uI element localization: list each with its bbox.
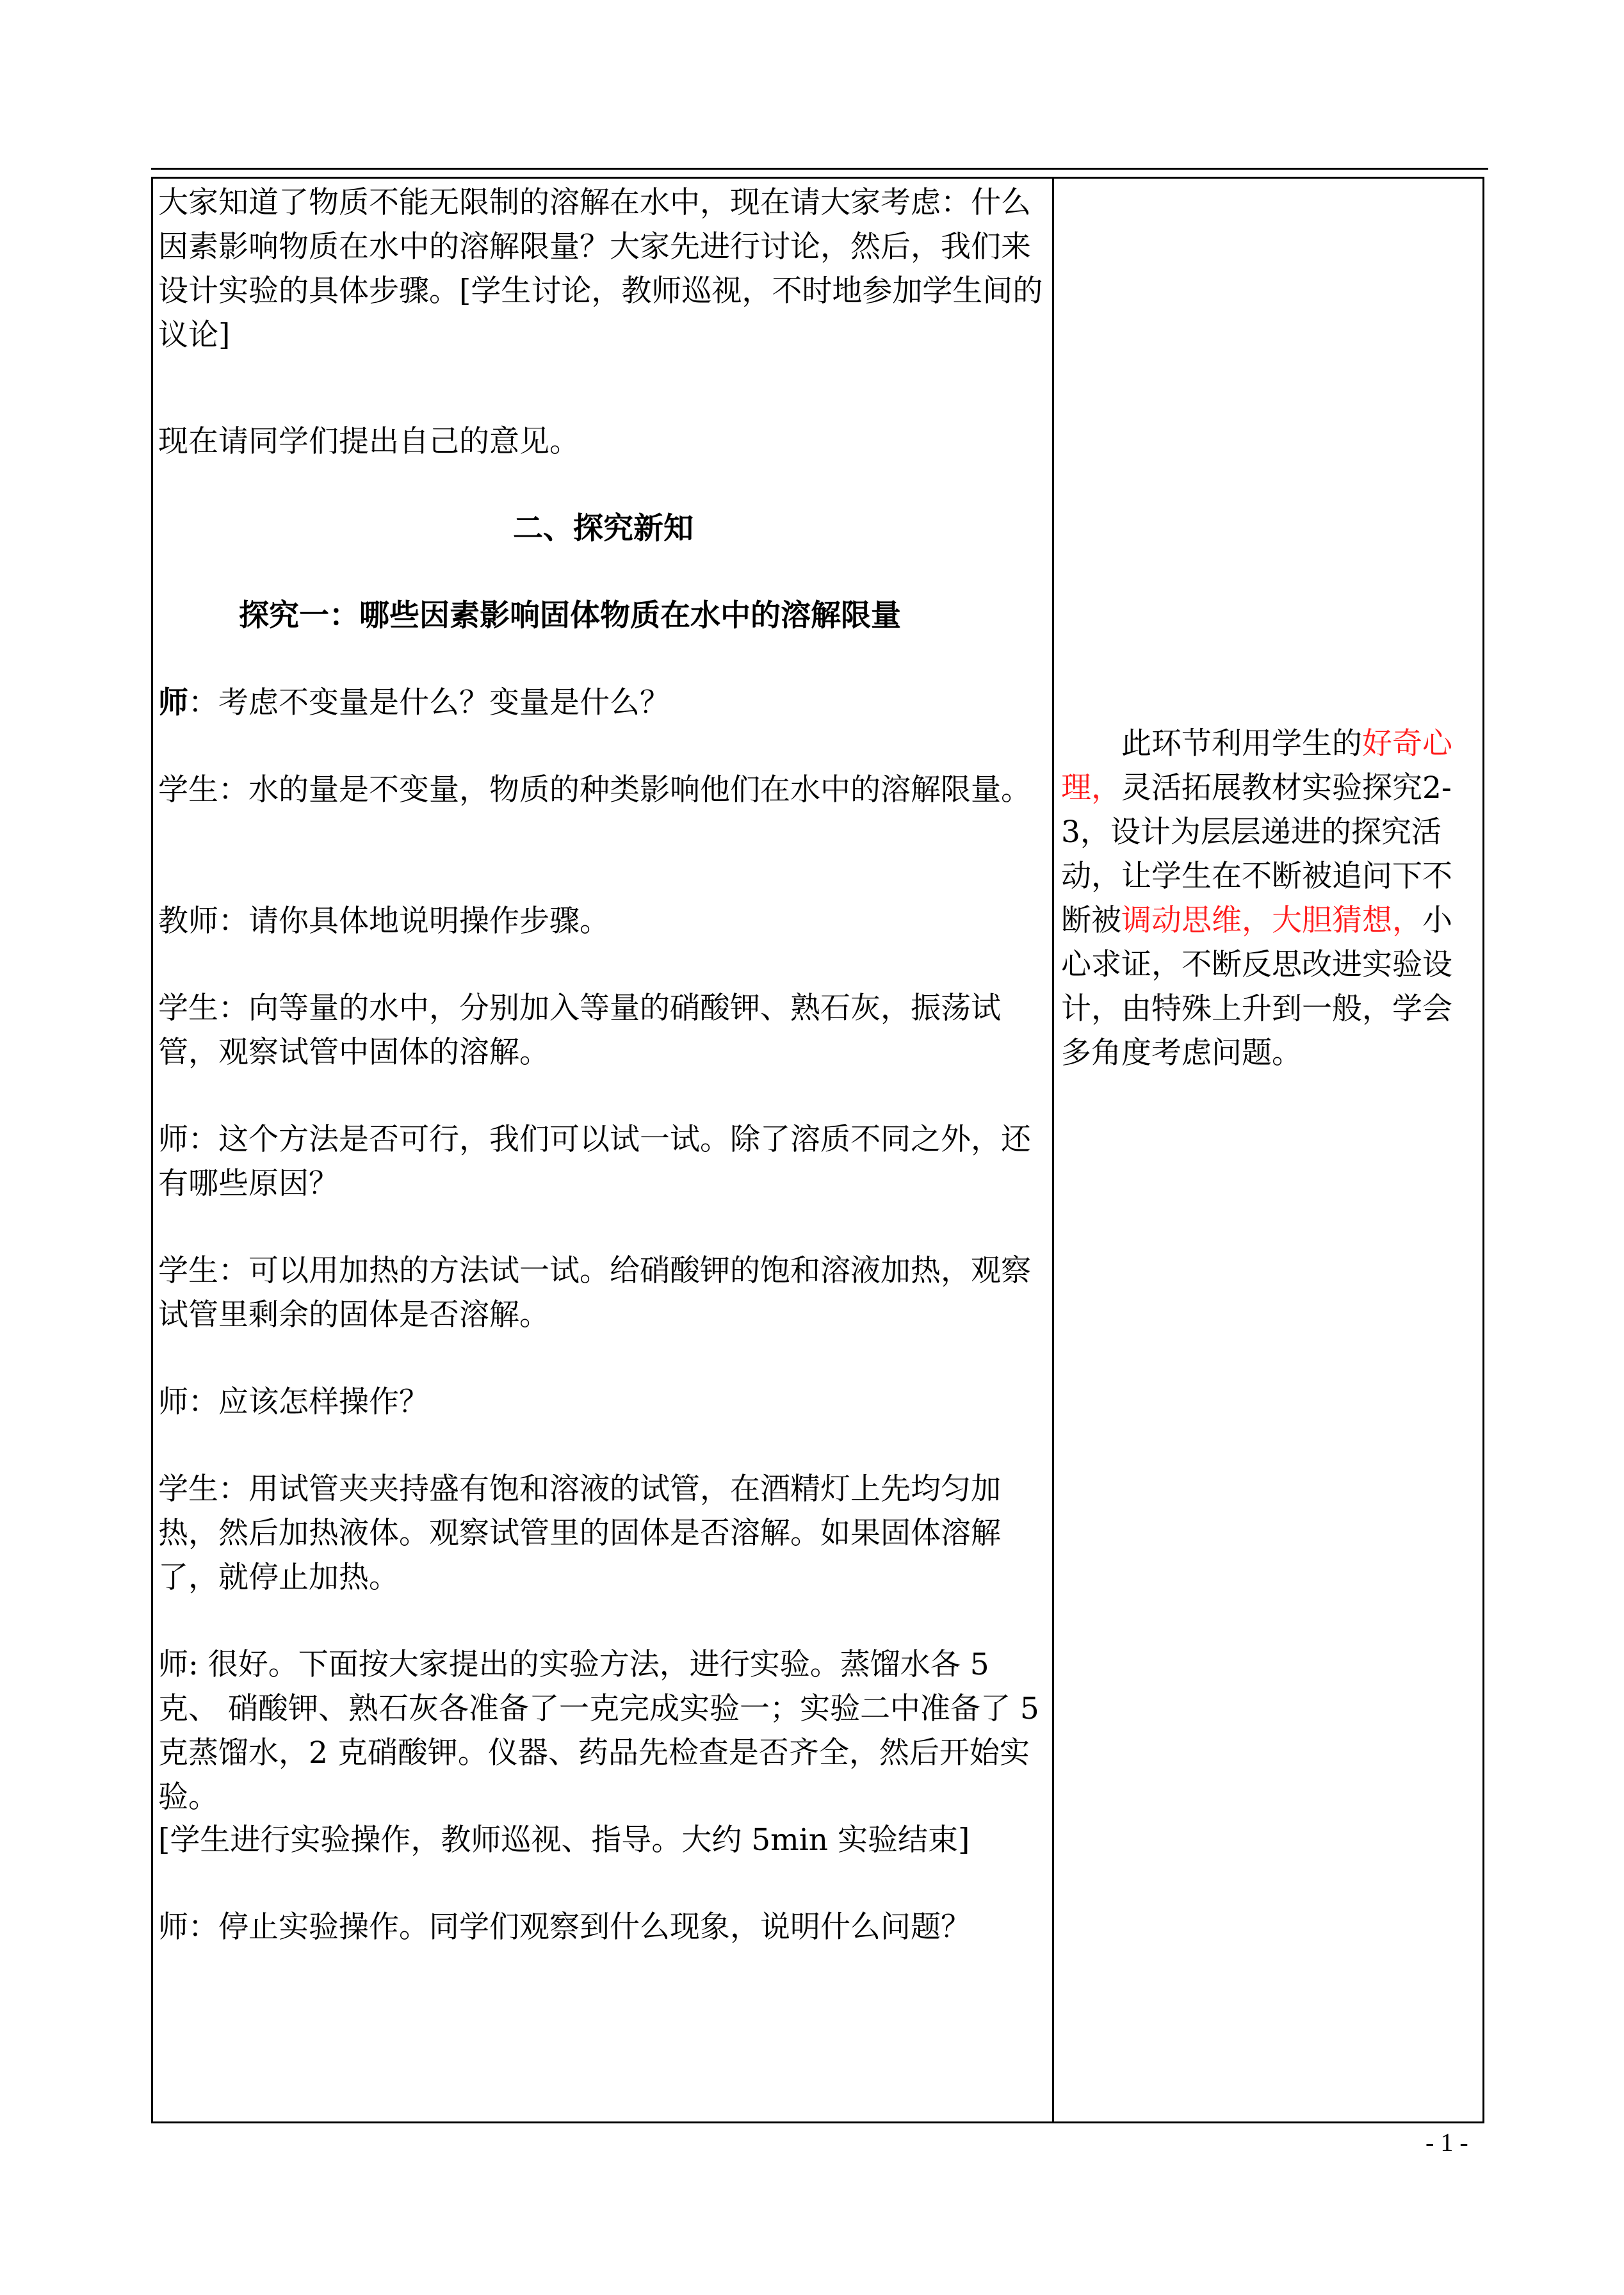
inquiry-heading: 探究一：哪些因素影响固体物质在水中的溶解限量	[239, 598, 901, 633]
note-text-1: 此环节利用学生的	[1121, 726, 1362, 761]
student-answer-2: 学生：向等量的水中，分别加入等量的硝酸钾、熟石灰，振荡试管，观察试管中固体的溶解。	[158, 991, 1001, 1070]
student-answer-4: 学生：用试管夹夹持盛有饱和溶液的试管，在酒精灯上先均匀加热，然后加热液体。观察试管里的固体是否溶解。如果固体溶解了，就停止加热。	[158, 1472, 1001, 1595]
prompt-paragraph: 现在请同学们提出自己的意见。	[158, 424, 580, 459]
student-answer-3: 学生：可以用加热的方法试一试。给硝酸钾的饱和溶液加热，观察试管里剩余的固体是否溶解。	[158, 1253, 1031, 1333]
section-heading: 二、探究新知	[513, 511, 694, 546]
teacher-instruction: 师: 很好。下面按大家提出的实验方法，进行实验。蒸馏水各 5 克、 硝酸钾、熟石灰各准备了一克完成实验一；实验二中准备了 5 克蒸馏水，2 克硝酸钾。仪器、药品先检查是否齐全，然后开始实验。	[158, 1647, 1039, 1815]
teaching-process-column	[158, 179, 1050, 2121]
note-emphasis-2: 调动思维，大胆猜想，	[1121, 903, 1422, 938]
student-answer-1: 学生：水的量是不变量，物质的种类影响他们在水中的溶解限量。	[158, 772, 1031, 807]
teacher-question-1	[158, 681, 1050, 725]
teacher-question-4: 师：应该怎样操作？	[158, 1384, 429, 1420]
note-text-2: 灵活拓展教材实验探究2-3，设计为层层递进的探究活动，让学生在不断被追问下不断被	[1061, 770, 1452, 938]
design-intent-note	[1061, 722, 1477, 1075]
header-rule	[151, 168, 1488, 170]
speaker-label: 师	[158, 685, 188, 720]
experiment-note: [学生进行实验操作，教师巡视、指导。大约 5min 实验结束]	[158, 1822, 970, 1858]
question-text: ：考虑不变量是什么？变量是什么？	[188, 685, 670, 720]
page-number: - 1 -	[1425, 2128, 1468, 2157]
note-text-3: 小心求证，不断反思改进实验设计，由特殊上升到一般，学会多角度考虑问题。	[1061, 903, 1452, 1071]
teacher-question-5: 师：停止实验操作。同学们观察到什么现象，说明什么问题？	[158, 1910, 971, 1945]
lesson-table	[151, 177, 1484, 2123]
teacher-question-2: 教师：请你具体地说明操作步骤。	[158, 904, 610, 939]
note-emphasis-1: 好奇心理，	[1061, 726, 1452, 806]
teacher-question-3: 师：这个方法是否可行，我们可以试一试。除了溶质不同之外，还有哪些原因？	[158, 1122, 1031, 1201]
column-divider	[1052, 179, 1054, 2121]
intro-paragraph: 大家知道了物质不能无限制的溶解在水中，现在请大家考虑：什么因素影响物质在水中的溶解限量？大家先进行讨论，然后，我们来设计实验的具体步骤。[学生讨论，教师巡视，不时地参加学生间的议论]	[158, 185, 1043, 353]
design-intent-column	[1061, 179, 1477, 2121]
